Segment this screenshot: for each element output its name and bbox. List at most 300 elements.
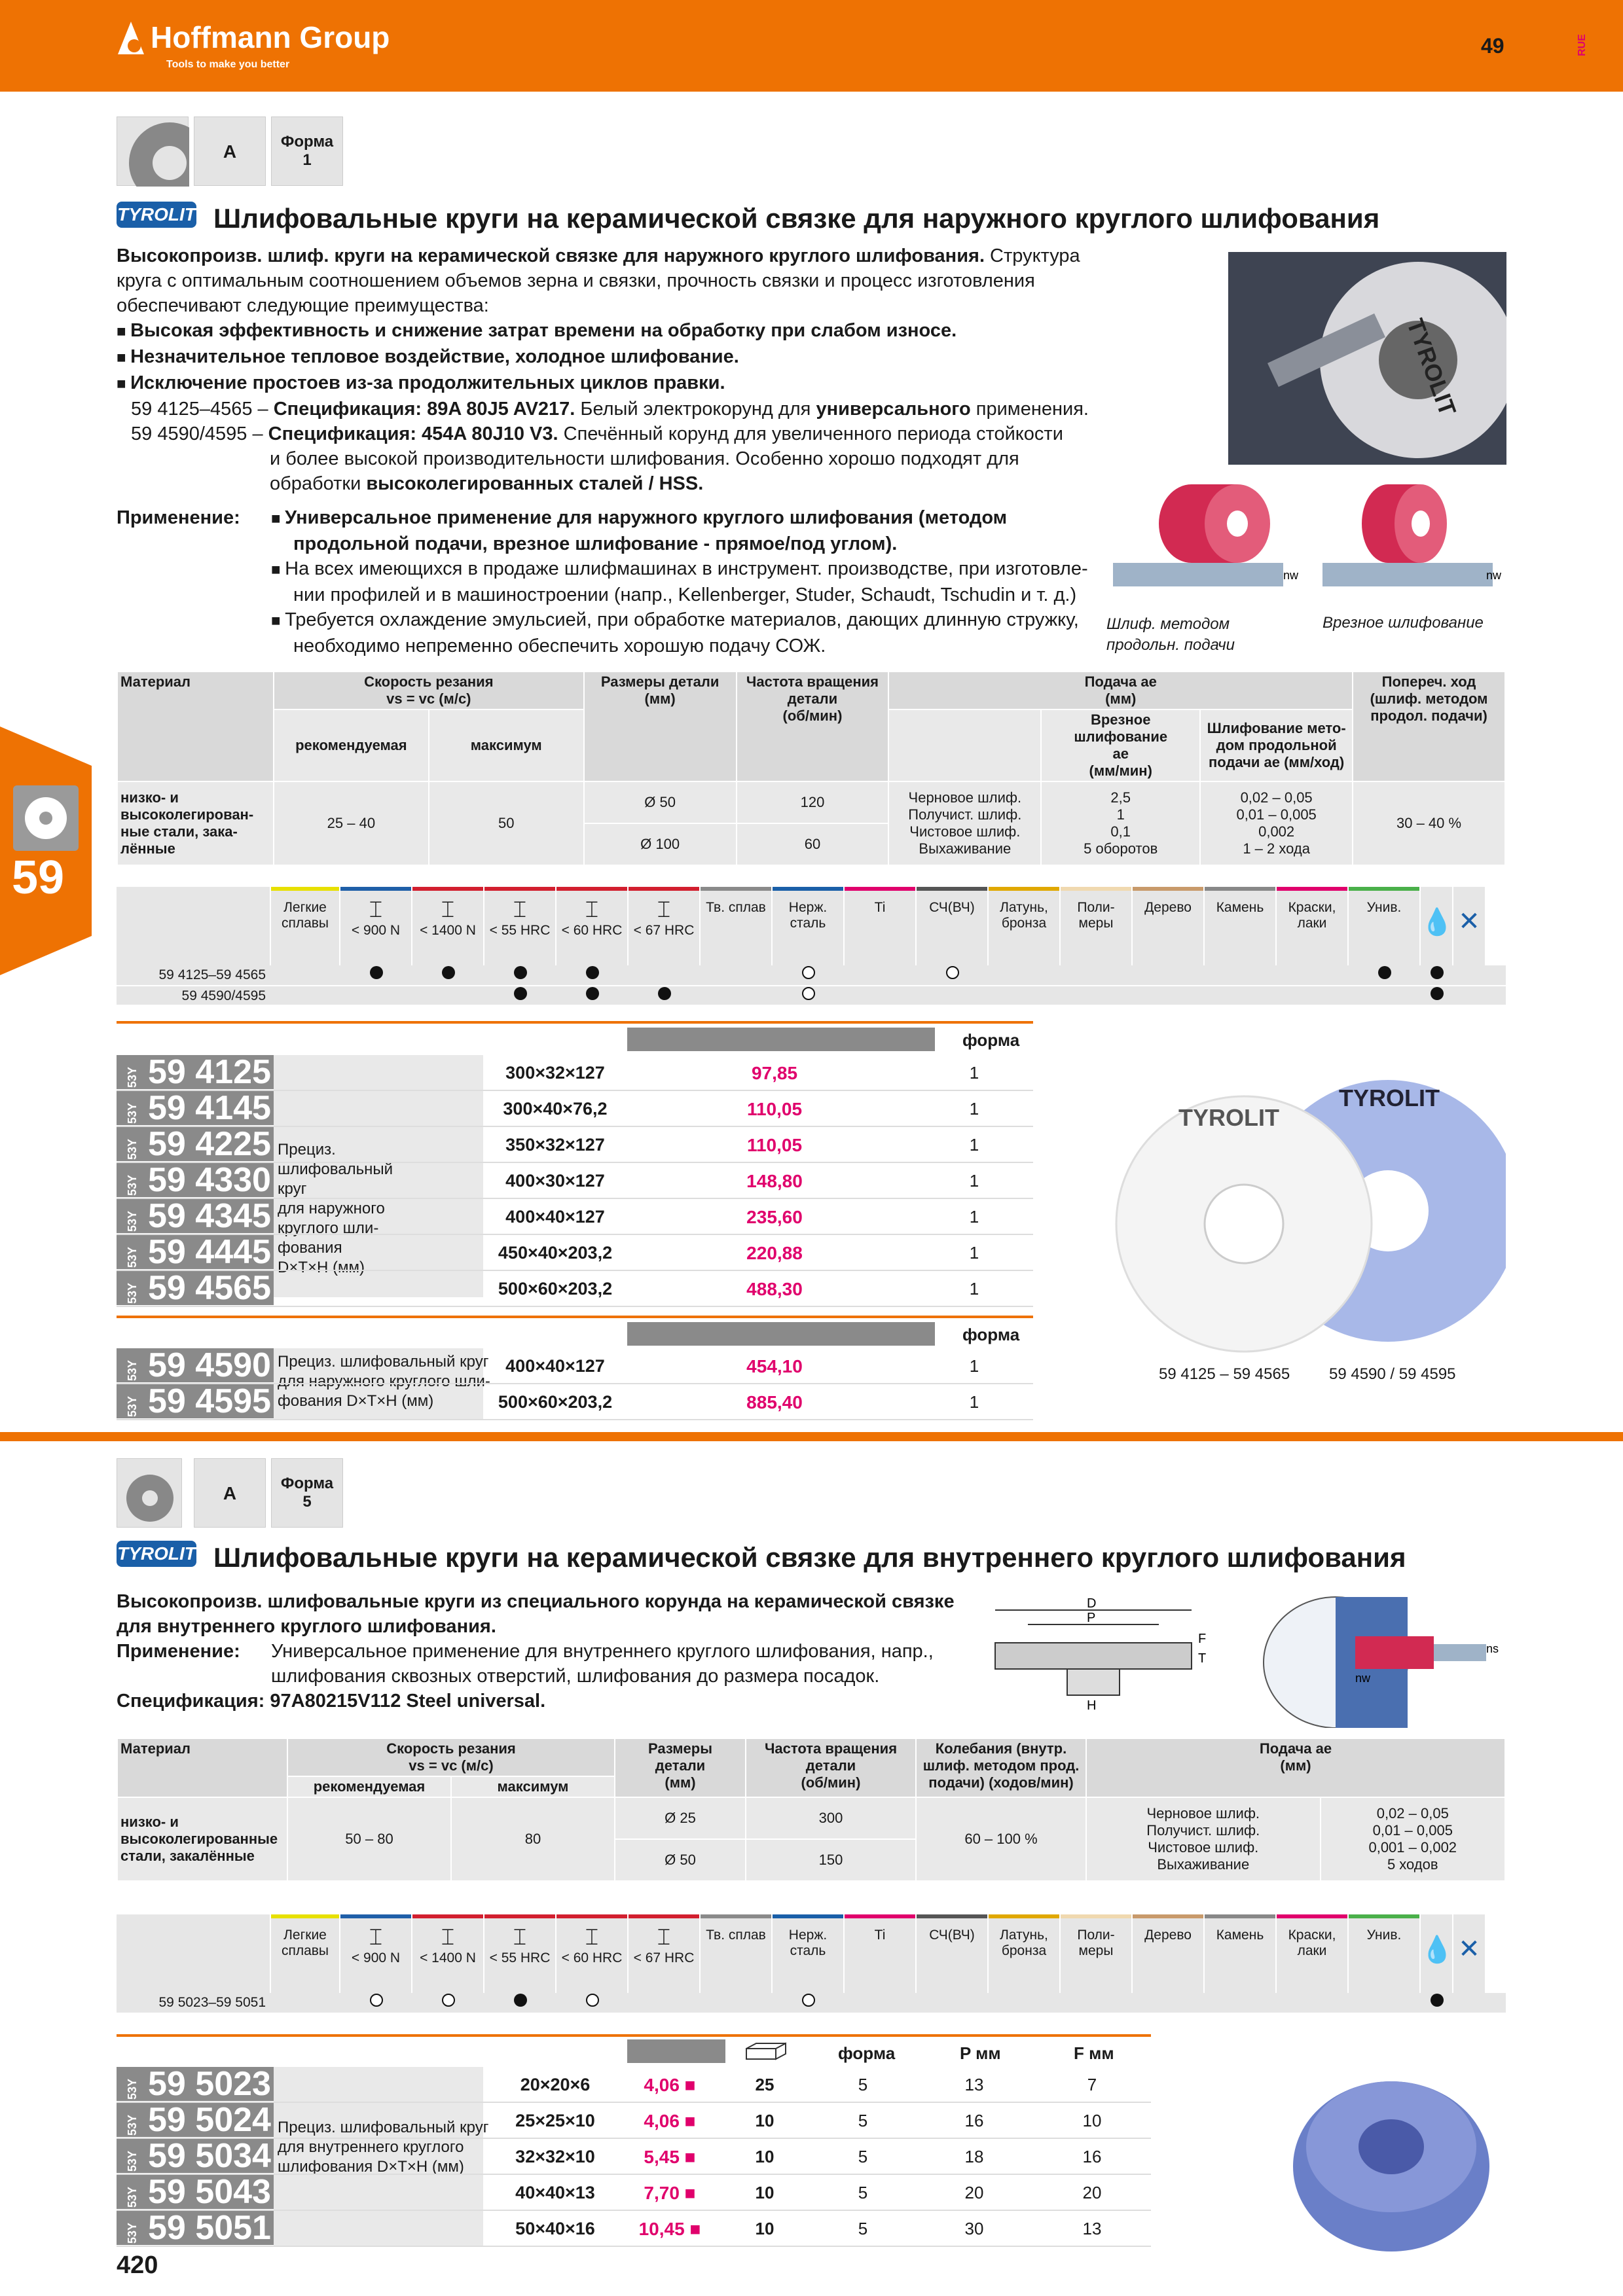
f-header: F мм (1074, 2043, 1114, 2063)
mg2-label: Нерж. сталь (788, 1928, 828, 1958)
mg2-col (1277, 1914, 1349, 1993)
mg2-label: Краски, лаки (1288, 1928, 1336, 1958)
product-row (117, 1235, 1033, 1271)
product-row (117, 1055, 1033, 1091)
catalog-code: RUE (1576, 34, 1588, 56)
material2-cell (117, 1797, 287, 1881)
mg-row-label: 59 4590/4595 (181, 988, 266, 1003)
art-num: 59 5024 (148, 2101, 271, 2139)
coolant-dry-icon: ✕ (1453, 1914, 1486, 1993)
th2-size-2: детали (655, 1757, 706, 1774)
th-plunge-3: (мм/мин) (1089, 762, 1152, 779)
art-num: 59 5043 (148, 2173, 271, 2211)
article-number (117, 2067, 274, 2101)
mg-label: < 55 HRC (489, 923, 551, 938)
product-row (117, 1199, 1033, 1235)
article-number (117, 2139, 274, 2173)
spec1-bold: Спецификация: 89A 80J5 AV217. (273, 399, 575, 420)
f: 7 (1087, 2075, 1097, 2094)
th2-speed (287, 1738, 615, 1776)
svg-text:nw: nw (1486, 569, 1502, 582)
mg2-col (271, 1914, 340, 1993)
grinding-wheels-photo (1113, 1060, 1506, 1355)
th2-rec: рекомендуемая (287, 1776, 451, 1797)
price-header-band (627, 1028, 935, 1051)
intro-rest: Структура (985, 245, 1080, 266)
mg2-label: Поли- меры (1077, 1928, 1115, 1958)
forma-number: 1 (302, 151, 312, 169)
product-row (117, 1163, 1033, 1199)
th-long-2: дом продольной (1216, 737, 1337, 753)
th2-osc (916, 1738, 1086, 1797)
wheel-dimension-diagram (989, 1597, 1244, 1715)
forma: 1 (969, 1279, 979, 1299)
suit-odot (802, 987, 815, 1000)
mg2-col (484, 1914, 556, 1993)
th-blank (888, 709, 1041, 781)
th-cross-1: Попереч. ход (1381, 673, 1476, 690)
th2-freq-2: детали (805, 1757, 856, 1774)
hoffmann-logo-icon (115, 18, 147, 58)
product-rule-3 (117, 2034, 1151, 2037)
mg2-col (773, 1914, 845, 1993)
mg2-col (917, 1914, 989, 1993)
th2-osc-2: шлиф. методом прод. (922, 1757, 1080, 1774)
i-beam-icon: ⌶ (657, 1925, 671, 1950)
mg2-col (556, 1914, 629, 1993)
brand-name: Hoffmann Group (151, 20, 390, 54)
svg-text:nw: nw (1283, 569, 1299, 582)
forma: 5 (858, 2219, 868, 2238)
forma-label-2: Форма (280, 1475, 334, 1492)
tyrolit-logo-2: TYROLIT (117, 1541, 196, 1567)
i-beam-icon: ⌶ (585, 897, 599, 922)
th-cross (1353, 672, 1505, 781)
dim: 50×40×16 (515, 2219, 595, 2238)
desc3: фования D×T×H (мм) (278, 1239, 365, 1276)
p-header: P мм (960, 2043, 1001, 2063)
grinding-machine-photo (1228, 252, 1506, 465)
th-feed (888, 672, 1353, 709)
spec2-text: Спечённый корунд для увеличенного периода стойкости (558, 423, 1063, 444)
dim: 400×40×127 (505, 1207, 605, 1227)
suit-dot (1378, 966, 1391, 979)
osc-cell: 60 – 100 % (916, 1797, 1086, 1881)
mg2-row-1 (117, 1993, 1506, 2013)
product-row (117, 1271, 1033, 1307)
price: 885,40 (746, 1392, 803, 1412)
art-num: 59 4345 (148, 1197, 271, 1235)
th-plunge (1041, 709, 1200, 781)
mg2-label: Унив. (1366, 1928, 1402, 1943)
section2-intro (117, 1589, 968, 1713)
lg-1: 0,02 – 0,05 (1240, 789, 1313, 806)
app2: ■ На всех имеющихся в продаже шлифмашинах в инструмент. производстве, при изготовле- (271, 556, 1096, 583)
product-row (117, 2067, 1151, 2103)
price-val: 7,70 (644, 2183, 680, 2203)
th2-feed-1: Подача ae (1259, 1740, 1332, 1757)
forma: 1 (969, 1207, 979, 1227)
mg-blank (117, 887, 271, 965)
product-rule-2 (117, 1316, 1033, 1318)
th2-material: Материал (117, 1738, 287, 1797)
lg-2: 0,01 – 0,005 (1236, 806, 1317, 823)
mg2-label: Дерево (1144, 1928, 1192, 1943)
dim: 400×30×127 (505, 1171, 605, 1191)
art-prefix: 53Y (126, 2222, 139, 2244)
mg-col-1400 (412, 887, 484, 965)
dim: 300×32×127 (505, 1063, 605, 1083)
forma-box (271, 117, 343, 186)
i-beam-icon: ⌶ (441, 897, 455, 922)
th-plunge-2: ae (1112, 745, 1129, 762)
lg-4: 1 – 2 хода (1243, 840, 1310, 857)
product-rows-1 (117, 1055, 1033, 1307)
plunge-grinding-diagram (1316, 478, 1506, 609)
app3: ■ Требуется охлаждение эмульсией, при обработке материалов, дающих длинную стружку, (271, 607, 1096, 634)
th-speed-2: vs = vc (м/с) (386, 691, 471, 707)
mg-col-brass (989, 887, 1061, 965)
freq-2: 60 (737, 823, 889, 865)
art-num: 59 4445 (148, 1233, 271, 1271)
application-text (271, 505, 1096, 658)
article-number (117, 1163, 274, 1197)
th-size (584, 672, 737, 781)
mg2-col (989, 1914, 1061, 1993)
mg-col-carbide (701, 887, 773, 965)
mg-label: Краски, лаки (1288, 900, 1336, 931)
app1-bold2: продольной подачи, врезное шлифование - прямое/под углом). (293, 533, 898, 554)
art-num: 59 4125 (148, 1053, 271, 1091)
i-beam-icon: ⌶ (657, 897, 671, 922)
dim: 400×40×127 (505, 1356, 605, 1376)
tyrolit-logo: TYROLIT (117, 202, 196, 228)
art-prefix: 53Y (126, 2078, 139, 2100)
article-number (117, 2211, 274, 2245)
desc1: Прециз. шлифовальный круг (278, 2119, 489, 2136)
mg-label: Тв. сплав (706, 900, 766, 915)
art-num: 59 4595 (148, 1382, 271, 1420)
section1-intro (117, 243, 1216, 496)
params-table-2 (117, 1738, 1506, 1882)
forma: 1 (969, 1243, 979, 1263)
forma: 1 (969, 1135, 979, 1155)
th-freq-1: Частота вращения (746, 673, 879, 690)
dim: 350×32×127 (505, 1135, 605, 1155)
dim: 300×40×76,2 (503, 1099, 608, 1119)
mg2-label: < 67 HRC (633, 1950, 695, 1965)
article-number (117, 2103, 274, 2137)
article-number (117, 1348, 274, 1382)
th-size-1: Размеры детали (600, 673, 720, 690)
forma: 1 (969, 1099, 979, 1119)
mg2-label: Легкие сплавы (281, 1928, 329, 1958)
mg2-label: < 1400 N (420, 1950, 476, 1965)
intro2-2: для внутреннего круглого шлифования. (117, 1616, 496, 1637)
suit-dot (586, 966, 599, 979)
product-row (117, 2103, 1151, 2139)
spec1-text2: применения. (970, 399, 1089, 420)
svg-text:P: P (1087, 1611, 1096, 1625)
article-number (117, 1127, 274, 1161)
mg-label: СЧ(ВЧ) (929, 900, 975, 915)
rec-speed: 25 – 40 (274, 781, 429, 865)
max-speed: 50 (429, 781, 584, 865)
svg-text:TYROLIT: TYROLIT (1402, 315, 1462, 420)
f: 16 (1082, 2147, 1102, 2166)
long-cell (1200, 781, 1353, 865)
coolant-wet-icon: 💧 (1421, 887, 1453, 965)
dim: 500×60×203,2 (498, 1279, 613, 1299)
product-row (117, 2175, 1151, 2211)
dim: 25×25×10 (515, 2111, 595, 2130)
article-number (117, 2175, 274, 2209)
page-number-top: 49 (1481, 34, 1504, 58)
th2-freq-3: (об/мин) (801, 1774, 861, 1791)
product-rows-2 (117, 1348, 1033, 1420)
plunge-cell (1041, 781, 1200, 865)
svg-text:H: H (1087, 1698, 1097, 1713)
suit-odot (370, 1994, 383, 2007)
price-val: 4,06 (644, 2111, 680, 2131)
forma-header-3: форма (838, 2043, 896, 2063)
th-max: максимум (429, 709, 584, 781)
forma-header: форма (962, 1030, 1020, 1050)
cross-cell: 30 – 40 % (1353, 781, 1505, 865)
mg2-col (1133, 1914, 1205, 1993)
spec1-bold2: универсального (816, 399, 971, 420)
dim: 20×20×6 (520, 2075, 591, 2094)
suit-dot (1431, 966, 1444, 979)
mg-row-2 (117, 985, 1506, 1005)
mg2-row-label: 59 5023–59 5051 (158, 1995, 266, 2010)
traverse-grinding-diagram (1106, 478, 1309, 609)
art-prefix: 53Y (126, 1174, 139, 1196)
feed2-cell (1321, 1797, 1505, 1881)
art-num: 59 4145 (148, 1089, 271, 1127)
svg-text:nw: nw (1355, 1672, 1371, 1685)
mat-1: низко- и (120, 789, 179, 806)
suit-odot (802, 1994, 815, 2007)
freq2-1: 300 (746, 1797, 916, 1839)
mg2-label: < 55 HRC (489, 1950, 551, 1965)
forma: 1 (969, 1063, 979, 1083)
suit-dot (514, 1994, 527, 2007)
mg-label: < 1400 N (420, 923, 476, 938)
mg2-label: < 900 N (351, 1950, 401, 1965)
mg-row-label: 59 4125–59 4565 (158, 967, 266, 982)
th2-freq-1: Частота вращения (764, 1740, 898, 1757)
op2-2: Получист. шлиф. (1146, 1822, 1260, 1839)
mg2-col (340, 1914, 412, 1993)
desc1: Прециз. шлифовальный круг (278, 1353, 489, 1371)
art-prefix: 53Y (126, 1395, 139, 1418)
art-prefix: 53Y (126, 1210, 139, 1232)
art-num: 59 5034 (148, 2137, 271, 2175)
th-long-3: подачи ae (мм/ход) (1209, 754, 1345, 770)
art-prefix: 53Y (126, 1066, 139, 1088)
op-4: Выхаживание (919, 840, 1012, 857)
price: 5,45 ■ (644, 2147, 696, 2167)
mat-4: лённые (120, 840, 175, 857)
th2-size (615, 1738, 746, 1797)
caption-traverse (1106, 614, 1235, 656)
mg-label: Легкие сплавы (281, 900, 329, 931)
product-row (117, 2139, 1151, 2175)
mg-col-univ (1349, 887, 1421, 965)
svg-text:ns: ns (1486, 1642, 1499, 1655)
op-2: Получист. шлиф. (908, 806, 1022, 823)
intro-line3: обеспечивают следующие преимущества: (117, 295, 489, 316)
size2-2: Ø 50 (615, 1839, 746, 1881)
i-beam-icon: ⌶ (585, 1925, 599, 1950)
article-number (117, 1199, 274, 1233)
art-prefix: 53Y (126, 2186, 139, 2208)
desc1: Прециз. шлифовальный круг (278, 1141, 393, 1198)
article-number (117, 1091, 274, 1125)
size-1: Ø 50 (584, 781, 737, 823)
th2-freq (746, 1738, 916, 1797)
mg2-label: Ti (874, 1928, 886, 1943)
rec-speed-2: 50 – 80 (287, 1797, 451, 1881)
forma-box-2 (271, 1458, 343, 1528)
suit-odot (946, 966, 959, 979)
th2-speed-1: Скорость резания (386, 1740, 516, 1757)
art-prefix: 53Y (126, 1282, 139, 1304)
p: 16 (964, 2111, 984, 2130)
mg-col-paint (1277, 887, 1349, 965)
forma-header-2: форма (962, 1325, 1020, 1344)
grinding-shape-icon (117, 117, 189, 186)
qty: 10 (755, 2219, 775, 2238)
art-num: 59 4590 (148, 1346, 271, 1384)
art-num: 59 4565 (148, 1269, 271, 1307)
th-feed-1: Подача ae (1084, 673, 1157, 690)
mg-label: Нерж. сталь (788, 900, 828, 931)
mg-col-900 (340, 887, 412, 965)
th-long (1200, 709, 1353, 781)
price: 4,06 ■ (644, 2075, 696, 2095)
op-1: Черновое шлиф. (908, 789, 1022, 806)
coolant-dry-icon: ✕ (1453, 887, 1486, 965)
price-val: 5,45 (644, 2147, 680, 2167)
th-feed-2: (мм) (1105, 691, 1137, 707)
img-caption-1: 59 4125 – 59 4565 (1159, 1365, 1290, 1383)
svg-text:D: D (1087, 1597, 1097, 1611)
desc2: для наружного круглого шли- (278, 1372, 490, 1390)
mat2-1: низко- и (120, 1814, 179, 1830)
th-freq (737, 672, 889, 781)
product-rows-3 (117, 2067, 1151, 2247)
app3b: необходимо непременно обеспечить хорошую подачу СОЖ. (293, 636, 826, 656)
forma: 5 (858, 2147, 868, 2166)
qty: 10 (755, 2111, 775, 2130)
desc3: шлифования D×T×H (мм) (278, 2158, 464, 2176)
art-prefix: 53Y (126, 1359, 139, 1382)
suit-dot (442, 966, 455, 979)
price: 4,06 ■ (644, 2111, 696, 2131)
price-header-band-3 (627, 2039, 725, 2063)
spec1-code: 59 4125–4565 – (131, 399, 268, 420)
dim: 450×40×203,2 (498, 1243, 613, 1263)
app2-1: Универсальное применение для внутреннего круглого шлифования, напр., (271, 1641, 934, 1662)
mg-row-1 (117, 965, 1506, 985)
art-prefix: 53Y (126, 2114, 139, 2136)
suit-dot (1431, 1994, 1444, 2007)
spec2-line3a: обработки (270, 473, 367, 494)
forma: 5 (858, 2111, 868, 2130)
mg-col-stainless (773, 887, 845, 965)
pl-2: 1 (1116, 806, 1125, 823)
fd-4: 5 ходов (1387, 1856, 1438, 1873)
price-val: 4,06 (644, 2075, 680, 2095)
material-grid-1 (117, 887, 1506, 1005)
mg-col-60 (556, 887, 629, 965)
suit-dot (514, 987, 527, 1000)
section1-title: Шлифовальные круги на керамической связке для наружного круглого шлифования (213, 203, 1380, 234)
app-label-2: Применение: (117, 1641, 240, 1662)
th2-size-1: Размеры (647, 1740, 712, 1757)
mg2-col (701, 1914, 773, 1993)
type-letter: A (194, 117, 266, 186)
suit-odot (442, 1994, 455, 2007)
price: 148,80 (746, 1171, 803, 1191)
th2-size-3: (мм) (665, 1774, 696, 1791)
f: 20 (1082, 2183, 1102, 2202)
mat2-2: высоколегированные (120, 1831, 278, 1847)
product-row (117, 1091, 1033, 1127)
th-plunge-1: Врезное шлифование (1074, 711, 1168, 745)
suit-dot (586, 987, 599, 1000)
mg-col-polymer (1061, 887, 1133, 965)
spec1-text: Белый электрокорунд для (575, 399, 816, 420)
dim: 40×40×13 (515, 2183, 595, 2202)
th-speed (274, 672, 584, 709)
section2-title: Шлифовальные круги на керамической связке для внутреннего круглого шлифования (213, 1542, 1406, 1573)
material-grid-2 (117, 1914, 1506, 2013)
mg-label: Латунь, бронза (1000, 900, 1048, 931)
spec2-bold: Спецификация: 454A 80J10 V3. (268, 423, 558, 444)
art-prefix: 53Y (126, 1246, 139, 1268)
product-rule (117, 1021, 1033, 1024)
price: 7,70 ■ (644, 2183, 696, 2203)
price: 97,85 (751, 1063, 798, 1083)
mg-col-67 (629, 887, 701, 965)
product-row (117, 1384, 1033, 1420)
suit-dot (370, 966, 383, 979)
f: 13 (1082, 2219, 1102, 2238)
suit-dot (658, 987, 671, 1000)
mg-label: < 900 N (351, 923, 401, 938)
internal-wheel-photo (1283, 2068, 1499, 2265)
spec2-line2: и более высокой производительности шлифования. Особенно хорошо подходят для (270, 448, 1019, 469)
product-row (117, 1127, 1033, 1163)
mg2-label: Тв. сплав (706, 1928, 766, 1943)
article-number (117, 1271, 274, 1305)
bullet-3: ■ Исключение простоев из-за продолжительных циклов правки. (117, 370, 1216, 397)
grinding-shape-icon-2 (117, 1458, 182, 1528)
section-separator (0, 1432, 1623, 1441)
mg2-col (412, 1914, 484, 1993)
th-rec: рекомендуемая (274, 709, 429, 781)
svg-text:TYROLIT: TYROLIT (1339, 1085, 1440, 1111)
desc2: для наружного круглого шли- (278, 1200, 385, 1237)
th2-speed-2: vs = vc (м/с) (409, 1757, 494, 1774)
product-row (117, 2211, 1151, 2247)
mat2-3: стали, закалённые (120, 1848, 255, 1864)
cap1: Шлиф. методом (1106, 615, 1230, 633)
article-number (117, 1235, 274, 1269)
